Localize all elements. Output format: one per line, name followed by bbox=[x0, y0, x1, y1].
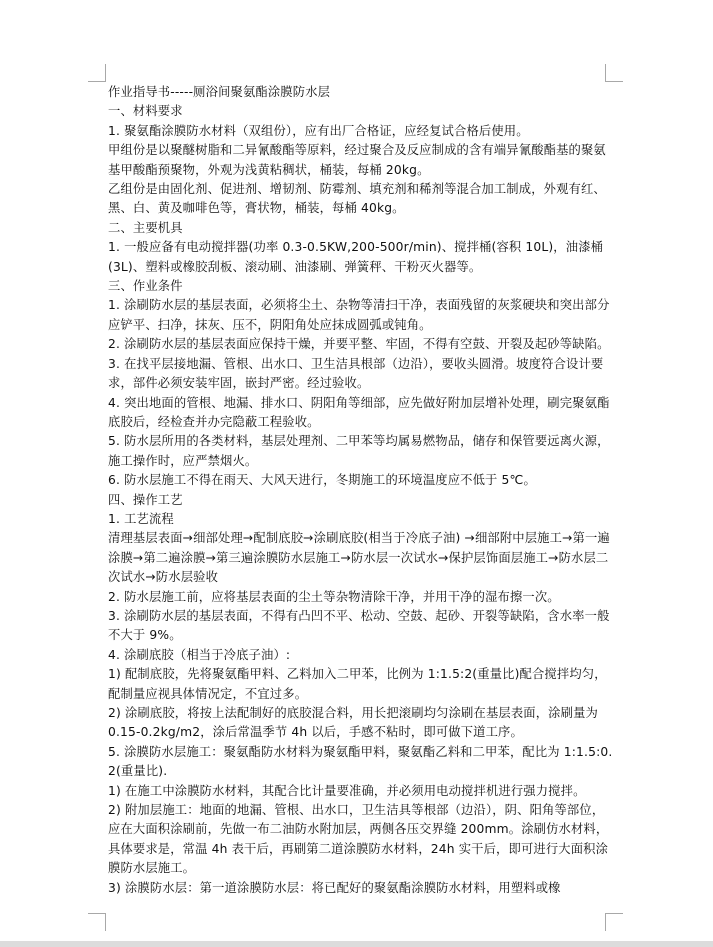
document-title: 作业指导书-----厕浴间聚氨酯涂膜防水层 bbox=[108, 85, 331, 99]
paragraph: 甲组份是以聚醚树脂和二异氰酸酯等原料，经过聚合及反应制成的含有端异氰酸酯基的聚氨基甲酸酯预聚物，外观为浅黄粘稠状，桶装，每桶 20kg。 bbox=[108, 143, 606, 177]
section-heading: 四、操作工艺 bbox=[108, 492, 183, 507]
paragraph: 2. 防水层施工前，应将基层表面的尘土等杂物清除干净，并用干净的湿布擦一次。 bbox=[108, 589, 560, 604]
paragraph: 2) 附加层施工：地面的地漏、管根、出水口，卫生洁具等根部（边沿），阴、阳角等部位，应在大面积涂刷前，先做一布二油防水附加层，两侧各压交界缝 200mm。涂刷仿水材料，具体要求是，常温 4h 表干后，再刷第二道涂膜防水材料，24h 实干后，即可进行大面积涂膜防水层施工。 bbox=[108, 803, 609, 876]
section-heading: 二、主要机具 bbox=[108, 220, 183, 235]
paragraph: 4. 涂刷底胶（相当于冷底子油）: bbox=[108, 647, 291, 662]
paragraph: 3. 涂刷防水层的基层表面，不得有凸凹不平、松动、空鼓、起砂、开裂等缺陷，含水率一般不大于 9%。 bbox=[108, 608, 610, 643]
paragraph: 1) 配制底胶，先将聚氨酯甲料、乙料加入二甲苯，比例为 1:1.5:2(重量比)配合搅拌均匀，配制量应视具体情况定，不宜过多。 bbox=[108, 667, 607, 701]
paragraph: 1. 一般应备有电动搅拌器(功率 0.3-0.5KW,200-500r/min)、搅拌桶(容积 10L)，油漆桶(3L)、塑料或橡胶刮板、滚动刷、油漆刷、弹簧秤、干粉灭火器等。 bbox=[108, 240, 604, 274]
paragraph: 2) 涂刷底胶，将按上法配制好的底胶混合料，用长把滚刷均匀涂刷在基层表面，涂刷量为 0.15-0.2kg/m2，涂后常温季节 4h 以后，手感不粘时，即可做下道工序。 bbox=[108, 706, 598, 740]
paragraph: 6. 防水层施工不得在雨天、大风天进行，冬期施工的环境温度应不低于 5℃。 bbox=[108, 473, 536, 488]
section-heading: 一、材料要求 bbox=[108, 104, 183, 119]
corner-mark-top-right bbox=[605, 64, 623, 82]
process-flow: 清理基层表面→细部处理→配制底胶→涂刷底胶(相当于冷底子油) →细部附中层施工→第一遍涂膜→第二遍涂膜→第三遍涂膜防水层施工→防水层一次试水→保护层饰面层施工→防水层二次试水→防水层验收 bbox=[108, 531, 610, 585]
paragraph: 3. 在找平层接地漏、管根、出水口、卫生洁具根部（边沿），要收头圆滑。坡度符合设计要求，部件必须安装牢固，嵌封严密。经过验收。 bbox=[108, 356, 604, 391]
paragraph: 4. 突出地面的管根、地漏、排水口、阴阳角等细部，应先做好附加层增补处理，刷完聚氨酯底胶后，经检查并办完隐蔽工程验收。 bbox=[108, 395, 610, 429]
corner-mark-bottom-left bbox=[88, 913, 106, 931]
corner-mark-bottom-right bbox=[605, 913, 623, 931]
paragraph: 5. 防水层所用的各类材料，基层处理剂、二甲苯等均属易燃物品，储存和保管要远离火源，施工操作时，应严禁烟火。 bbox=[108, 434, 610, 468]
paragraph: 1) 在施工中涂膜防水材料，其配合比计量要准确，并必须用电动搅拌机进行强力搅拌。 bbox=[108, 783, 586, 798]
paragraph: 1. 工艺流程 bbox=[108, 511, 174, 526]
paragraph: 2. 涂刷防水层的基层表面应保持干燥，并要平整、牢固，不得有空鼓、开裂及起砂等缺陷。 bbox=[108, 337, 610, 352]
paragraph: 乙组份是由固化剂、促进剂、增韧剂、防霉剂、填充剂和稀剂等混合加工制成，外观有红、黑、白、黄及咖啡色等，膏状物，桶装，每桶 40kg。 bbox=[108, 182, 606, 216]
window-bottom-bar bbox=[0, 941, 713, 947]
section-heading: 三、作业条件 bbox=[108, 279, 183, 294]
document-body bbox=[108, 83, 613, 903]
paragraph: 3) 涂膜防水层：第一道涂膜防水层：将已配好的聚氨酯涂膜防水材料，用塑料或橡 bbox=[108, 880, 561, 895]
paragraph: 1. 涂刷防水层的基层表面，必须将尘土、杂物等清扫干净，表面残留的灰浆硬块和突出部分应铲平、扫净，抹灰、压不，阴阳角处应抹成圆弧或钝角。 bbox=[108, 298, 610, 332]
paragraph: 5. 涂膜防水层施工：聚氨酯防水材料为聚氨酯甲料，聚氨酯乙料和二甲苯，配比为 1:1.5:0.2(重量比). bbox=[108, 744, 613, 779]
corner-mark-top-left bbox=[88, 64, 106, 82]
paragraph: 1. 聚氨酯涂膜防水材料（双组份），应有出厂合格证，应经复试合格后使用。 bbox=[108, 123, 529, 138]
